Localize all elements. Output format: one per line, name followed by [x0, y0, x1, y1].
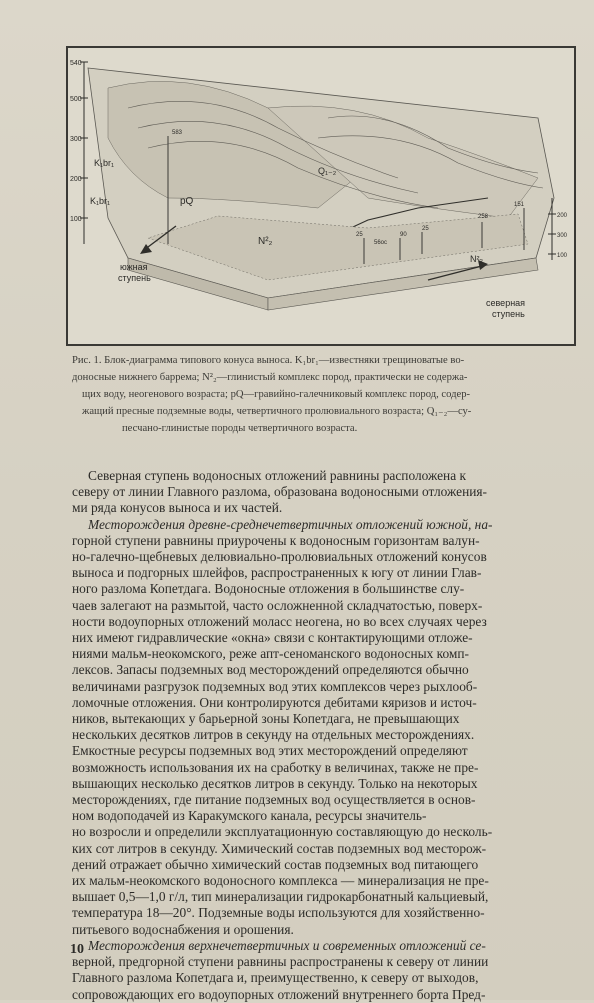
scale-left-3: 200	[70, 176, 82, 183]
label-south-step-2: ступень	[118, 273, 151, 283]
text-line: ном водоподачей из Каракумского канала, ресурсы значитель-	[72, 808, 427, 824]
text-line: нескольких десятков литров в секунду на отдельных месторождениях.	[72, 727, 475, 743]
text-line: ми ряда конусов выноса и их частей.	[72, 500, 283, 516]
label-n2-left: N²₂	[258, 236, 273, 247]
label-k1br1-lower: K₁br₁	[90, 196, 111, 206]
text-line: сопровождающих его водоупорных отложений внутреннего борта Пред-	[72, 986, 486, 1002]
text-line: Месторождения верхнечетвертичных и современных отложений се-	[88, 937, 486, 953]
text-line: лексов. Запасы подземных вод месторождений определяются обычно	[72, 662, 469, 678]
caption-line: щих воду, неогенового возраста; pQ—гравийно-галечниковый комплекс пород, содер-	[82, 389, 471, 400]
label-n2-right: N²₂	[470, 254, 483, 264]
caption-line: жащий пресные подземные воды, четвертичного пролювиального возраста; Q₁₋₂—су-	[82, 406, 472, 417]
text-line: месторождениях, где питание подземных вод осуществляется в основ-	[72, 792, 476, 808]
text-line: ломочные отложения. Они контролируются дебитами кяризов и источ-	[72, 694, 477, 710]
figure-caption	[72, 352, 572, 437]
scale-right-0: 200	[557, 213, 568, 219]
text-line: дений отражает обычно химический состав подземных вод питающего	[72, 856, 479, 872]
mark-583: 583	[172, 130, 183, 136]
text-line: их мальм-неокомского водоносного комплекса — минерализация не пре-	[72, 873, 489, 889]
text-line: выноса и подгорных шлейфов, распространенных к югу от линии Глав-	[72, 565, 482, 581]
text-line: возможность использования их на сработку в величинах, также не пре-	[72, 759, 479, 775]
caption-line: доносные нижнего баррема; N²₂—глинистый комплекс пород, практически не содержа-	[72, 372, 468, 383]
text-line: них имеют гидравлические «окна» связи с контактирующими отложе-	[72, 630, 473, 646]
text-line: верной, предгорной ступени равнины распространены к северу от линии	[72, 954, 489, 970]
text-line: Северная ступень водоносных отложений равнины расположена к	[88, 468, 467, 483]
mark-90: 90	[400, 232, 407, 238]
block-diagram-drawing	[68, 48, 574, 344]
text-line: величинами разгрузок подземных вод этих комплексов через рыхлооб-	[72, 678, 478, 694]
text-line: Главного разлома Копетдага и, преимущественно, к северу от выходов,	[72, 970, 479, 986]
scale-right-2: 100	[557, 253, 568, 259]
text-line: вышающих несколько десятков литров в секунду. Только на некоторых	[72, 775, 478, 791]
text-line: чаев залегают на размытой, часто осложненной складчатостью, поверх-	[72, 597, 483, 613]
text-line: ного разлома Копетдага. Водоносные отложения в большинстве слу-	[72, 581, 465, 597]
page-number: 10	[70, 942, 84, 957]
text-line: ких сот литров в секунду. Химический состав подземных вод месторож-	[72, 840, 487, 856]
text-line: но возросли и определили эксплуатационную составляющую до несколь-	[72, 824, 493, 840]
scale-left-4: 100	[70, 216, 82, 223]
mark-258: 258	[478, 214, 489, 220]
label-north-step-1: северная	[486, 298, 526, 308]
body-text	[72, 468, 574, 1003]
mark-151: 151	[514, 202, 525, 208]
label-north-step-2: ступень	[492, 309, 525, 319]
text-line: горной ступени равнины приурочены к водоносным горизонтам валун-	[72, 532, 480, 548]
text-line: северу от линии Главного разлома, образована водоносными отложения-	[72, 484, 488, 500]
mark-25a: 25	[356, 232, 363, 238]
text-line: питьевого водоснабжения и орошения.	[72, 921, 294, 937]
scale-left-0: 540	[70, 60, 82, 67]
block-diagram-figure	[66, 46, 576, 346]
scale-left-2: 300	[70, 136, 82, 143]
scale-left-1: 500	[70, 96, 82, 103]
mark-25b: 25	[422, 226, 429, 232]
label-south-step-1: южная	[120, 262, 148, 272]
caption-line: Рис. 1. Блок-диаграмма типового конуса выноса. K₁br₁—известняки трещиноватые во-	[72, 355, 465, 366]
text-line: ности водоупорных отложений моласс неогена, но во всех случаях через	[72, 613, 487, 629]
caption-line: песчано-глинистые породы четвертичного возраста.	[122, 423, 358, 434]
label-k1br1-upper: K₁br₁	[94, 158, 115, 168]
label-q12: Q₁₋₂	[318, 166, 337, 176]
text-line: температура 18—20°. Подземные воды используются для хозяйственно-	[72, 905, 485, 921]
mark-56oc: 56ос	[374, 240, 388, 246]
text-line: но-галечно-щебневых делювиально-пролювиальных отложений конусов	[72, 549, 487, 565]
text-line: Емкостные ресурсы подземных вод этих месторождений определяют	[72, 743, 468, 759]
text-line: вышает 0,5—1,0 г/л, тип минерализации гидрокарбонатный кальциевый,	[72, 889, 489, 905]
text-line: ниями мальм-неокомского, реже апт-сеноманского водоносных комп-	[72, 646, 470, 662]
scale-right-1: 300	[557, 233, 568, 239]
label-pq: pQ	[180, 196, 194, 207]
text-line: ников, вытекающих у барьерной зоны Копетдага, не превышающих	[72, 711, 460, 727]
text-line: Месторождения древне-среднечетвертичных отложений южной, на-	[88, 516, 493, 532]
